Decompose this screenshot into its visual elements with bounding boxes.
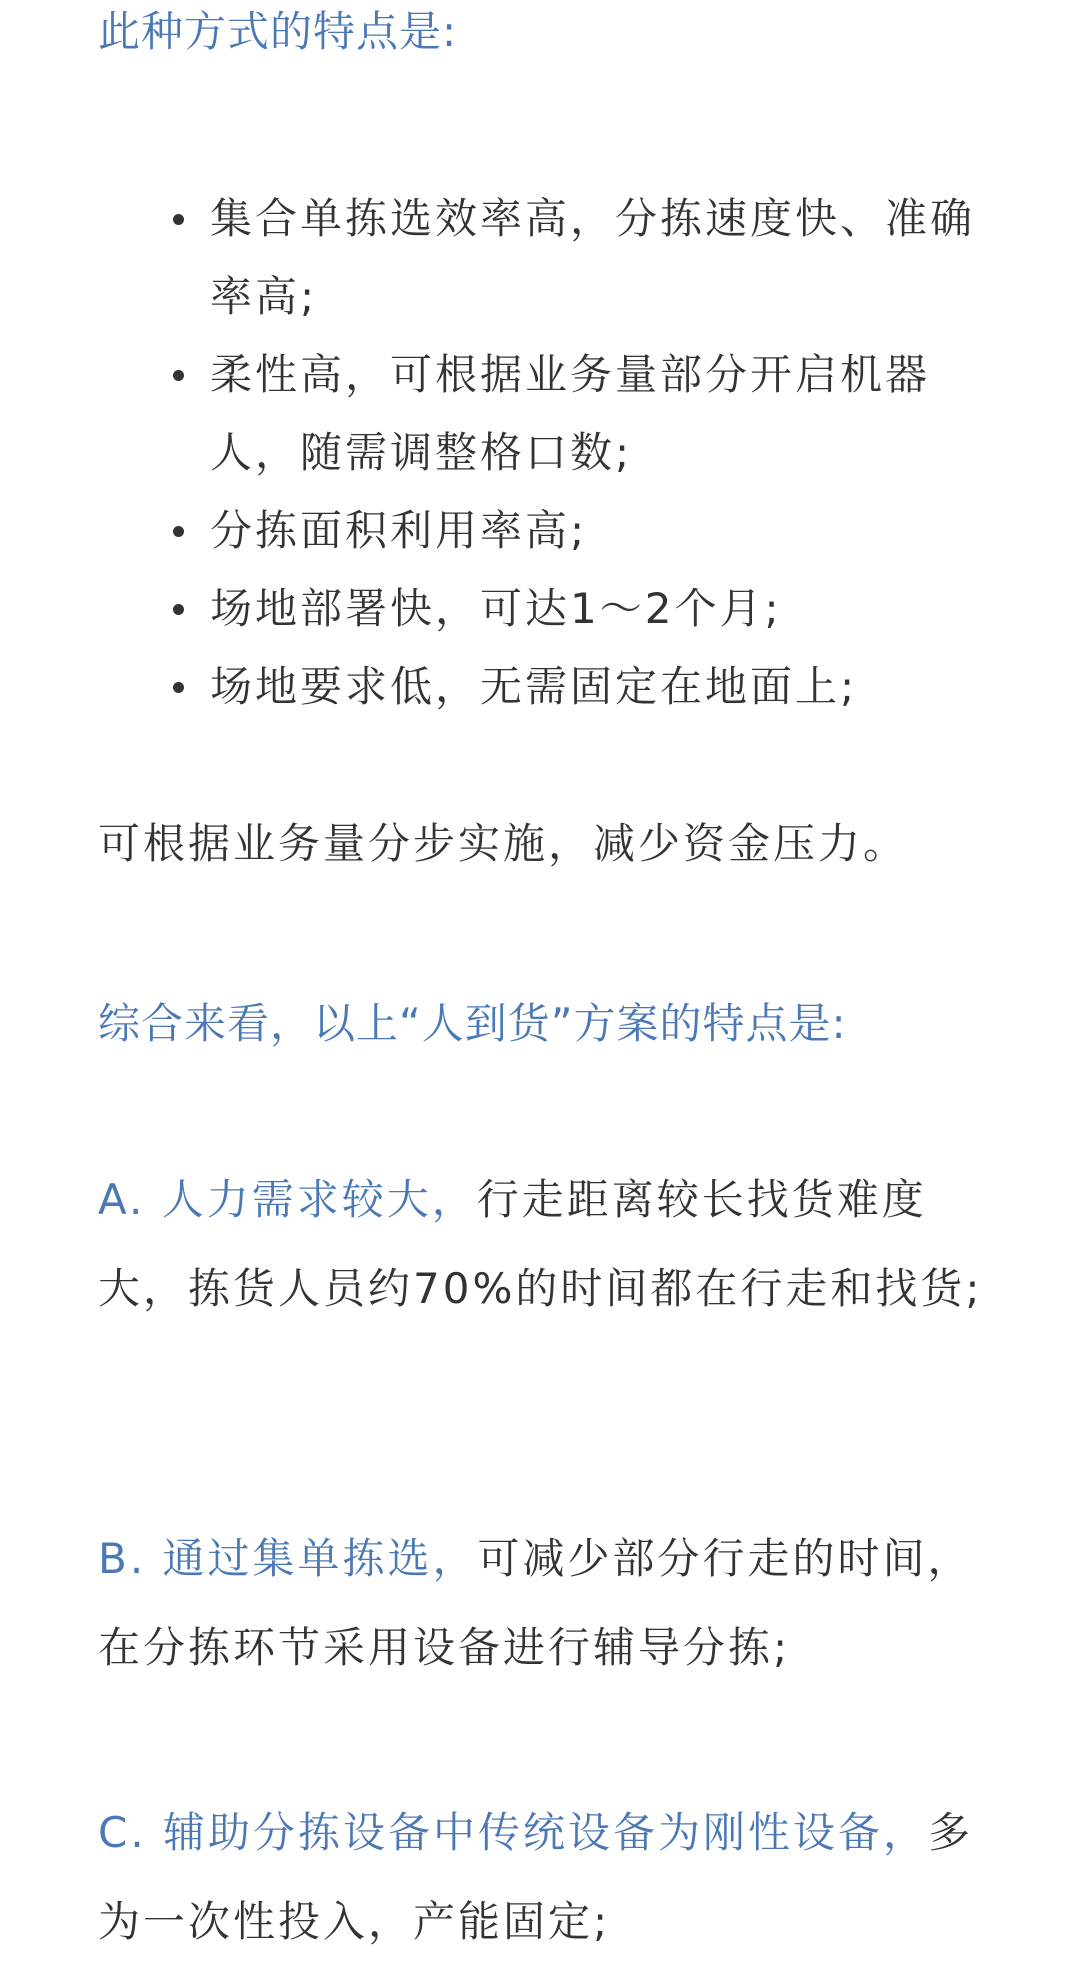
point-b-label: B. 通过集单拣选， xyxy=(98,1534,478,1583)
bullet-dot xyxy=(173,682,184,693)
bullet-item xyxy=(98,648,988,726)
point-a-label: A. 人力需求较大， xyxy=(98,1175,477,1224)
bullet-item xyxy=(98,492,988,570)
closing-paragraph: 可根据业务量分步实施，减少资金压力。 xyxy=(98,819,909,868)
bullet-item xyxy=(98,336,988,492)
point-b-paragraph xyxy=(98,1514,988,1692)
bullet-item xyxy=(98,180,988,336)
section-heading-summary: 综合来看，以上“人到货”方案的特点是: xyxy=(98,999,847,1048)
bullet-dot xyxy=(173,604,184,615)
bullet-text: 集合单拣选效率高，分拣速度快、准确率高; xyxy=(210,194,976,321)
bullet-dot xyxy=(173,526,184,537)
point-c-text: 多为一次性投入，产能固定; xyxy=(98,1808,974,1946)
bullet-text: 场地要求低，无需固定在地面上; xyxy=(210,662,858,711)
feature-bullet-list xyxy=(98,180,988,726)
section-heading-features: 此种方式的特点是: xyxy=(98,7,458,56)
bullet-text: 场地部署快，可达1～2个月; xyxy=(210,584,782,633)
point-c-paragraph xyxy=(98,1788,988,1966)
point-c-label: C. 辅助分拣设备中传统设备为刚性设备， xyxy=(98,1808,929,1857)
point-a-paragraph xyxy=(98,1155,988,1333)
bullet-item xyxy=(98,570,988,648)
point-b-text: 可减少部分行走的时间，在分拣环节采用设备进行辅导分拣; xyxy=(98,1534,973,1672)
bullet-dot xyxy=(173,214,184,225)
bullet-text: 柔性高，可根据业务量部分开启机器人，随需调整格口数; xyxy=(210,350,931,477)
point-a-text: 行走距离较长找货难度大，拣货人员约70%的时间都在行走和找货; xyxy=(98,1175,983,1313)
bullet-text: 分拣面积利用率高; xyxy=(210,506,588,555)
bullet-dot xyxy=(173,370,184,381)
